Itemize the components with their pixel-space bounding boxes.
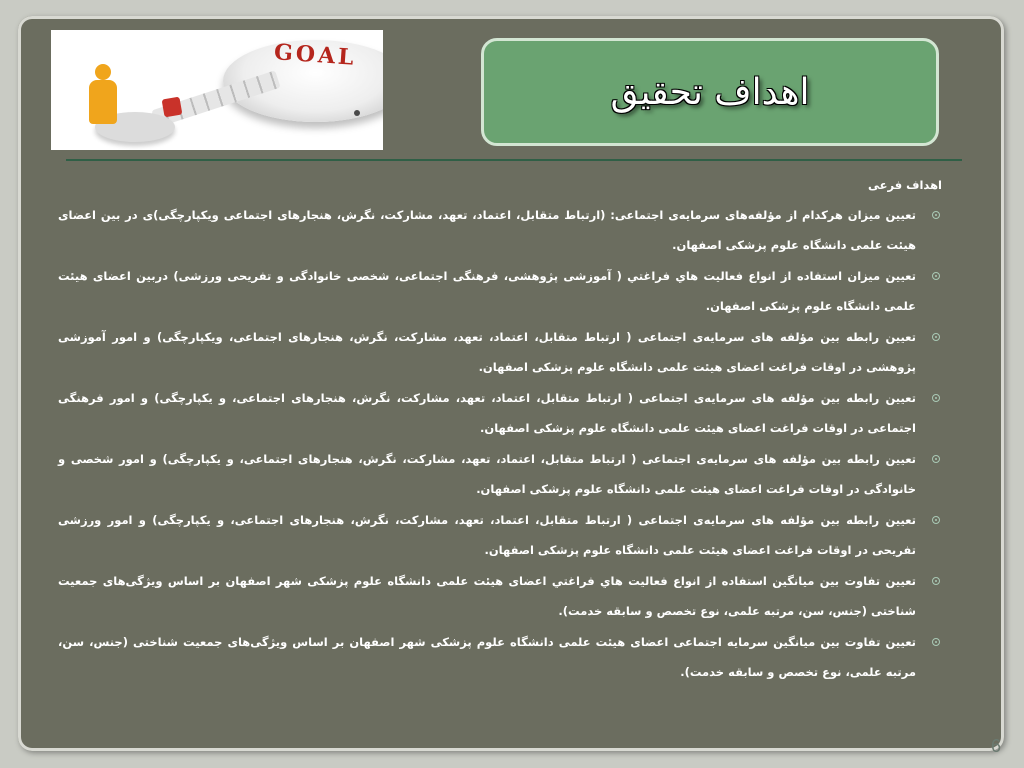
slide-title: اهداف تحقیق [610,71,810,113]
bullet-icon [932,272,940,280]
subheading: اهداف فرعی [867,178,942,192]
bullet-icon [932,455,940,463]
bullet-icon [932,211,940,219]
person-figure-head [95,64,111,80]
list-item [58,444,942,504]
list-item-text: تعیین رابطه بین مؤلفه های سرمایه‌ی اجتماعی ( ارتباط متقابل، اعتماد، تعهد، مشارکت، نگرش، هنجارهای اجتماعی، و یکپارچگی) و امور شخصی و خانوادگی در اوقات فراغت اعضای هیئت علمی دانشگاه علوم پزشکی اصفهان. [58,452,916,496]
list-item [58,322,942,382]
bullet-icon [932,333,940,341]
bullet-icon [932,577,940,585]
list-item-text: تعیین رابطه بین مؤلفه های سرمایه‌ی اجتماعی ( ارتباط متقابل، اعتماد، تعهد، مشارکت، نگرش، هنجارهای اجتماعی، و یکپارچگی) و امور ورزشی تفریحی در اوقات فراغت اعضای هیئت علمی دانشگاه علوم پزشکی اصفهان. [58,513,916,557]
list-item-text: تعیین میزان هرکدام از مؤلفه‌های سرمایه‌ی اجتماعی: (ارتباط متقابل، اعتماد، تعهد، مشارکت، نگرش، هنجارهای اجتماعی ویکپارچگی)ی در بین اعضای هیئت علمی دانشگاه علوم پزشکی اصفهان. [58,208,916,252]
list-item [58,505,942,565]
list-item [58,200,942,260]
list-item-text: تعیین رابطه بین مؤلفه های سرمایه‌ی اجتماعی ( ارتباط متقابل، اعتماد، تعهد، مشارکت، نگرش، هنجارهای اجتماعی، و یکپارچگی) و امور فرهنگی اجتماعی در اوقات فراغت اعضای هیئت علمی دانشگاه علوم پزشکی اصفهان. [58,391,916,435]
bullet-icon [932,394,940,402]
content-area [58,178,942,688]
slide-number: 6 [991,736,1002,756]
person-figure-body [89,80,117,124]
list-item-text: تعیین میزان استفاده از انواع فعاليت هاي فراغتي ( آموزشی پژوهشی، فرهنگی اجتماعی، شخصی خانوادگی و تفریحی ورزشی) دربین اعضای هیئت علمی دانشگاه علوم پزشکی اصفهان. [58,269,916,313]
bullet-icon [932,516,940,524]
title-box [481,38,939,146]
divider [66,159,962,161]
puzzle-piece-icon [162,97,183,118]
list-item [58,261,942,321]
goal-dot [354,110,360,116]
list-item [58,627,942,687]
goal-list [58,200,942,687]
list-item-text: تعیین تفاوت بین میانگین سرمایه اجتماعی اعضای هیئت علمی دانشگاه علوم پزشکی شهر اصفهان بر اساس ویژگی‌های جمعیت شناختی (جنس، سن، مرتبه علمی، نوع تخصص و سابقه خدمت). [58,635,916,679]
list-item-text: تعیین تفاوت بین میانگین استفاده از انواع فعاليت هاي فراغتي اعضای هیئت علمی دانشگاه علوم پزشکی شهر اصفهان بر اساس ویژگی‌های جمعیت شناختی (جنس، سن، مرتبه علمی، نوع تخصص و سابقه خدمت). [58,574,916,618]
goal-image [51,30,383,150]
list-item [58,383,942,443]
bullet-icon [932,638,940,646]
goal-label: GOAL [273,39,358,71]
list-item [58,566,942,626]
list-item-text: تعیین رابطه بین مؤلفه های سرمایه‌ی اجتماعی ( ارتباط متقابل، اعتماد، تعهد، مشارکت، نگرش، هنجارهای اجتماعی، ویکپارچگی) و امور آموزشی پژوهشی در اوقات فراغت اعضای هیئت علمی دانشگاه علوم پزشکی اصفهان. [58,330,916,374]
